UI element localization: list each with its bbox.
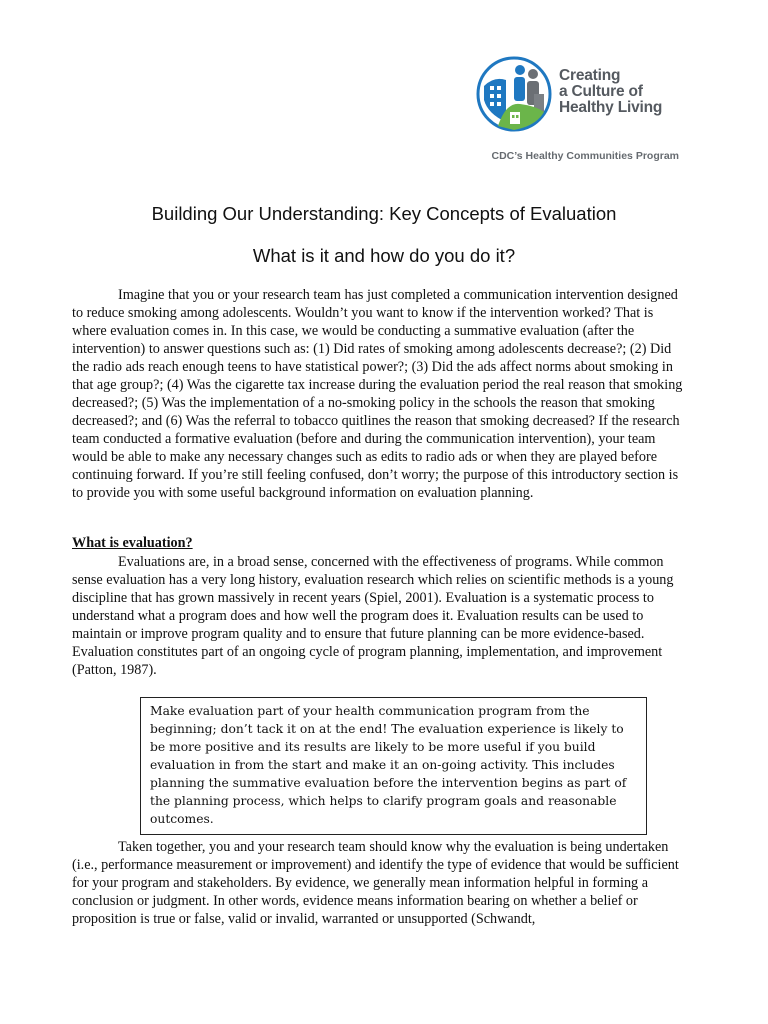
logo-wordmark xyxy=(559,68,662,116)
section-heading: What is evaluation? xyxy=(72,535,193,551)
program-name: CDC’s Healthy Communities Program xyxy=(491,150,679,162)
closing-paragraph: Taken together, you and your research team should know why the evaluation is being undertaken (i.e., performance measurement or improvement) and identify the type of evidence that would be sufficient for your program and stakeholders. By evidence, we generally mean information helpful in forming a conclusion or judgment. In other words, evidence means information bearing on whether a belief or proposition is true or false, valid or invalid, warranted or unsupported (Schwandt, xyxy=(72,839,679,927)
logo-line-1: Creating xyxy=(559,67,621,84)
callout-box: Make evaluation part of your health communication program from the beginning; don’t tack it on at the end! The evaluation experience is likely to be more positive and its results are likely to be more useful if you build evaluation in from the start and make it an on-going activity. This includes planning the summative evaluation before the intervention begins as part of the planning process, which helps to clarify program goals and reasonable outcomes. xyxy=(140,697,647,835)
intro-paragraph: Imagine that you or your research team has just completed a communication intervention designed to reduce smoking among adolescents. Wouldn’t you want to know if the intervention worked? That is where evaluation comes in. In this case, we would be conducting a summative evaluation (after the intervention) to answer questions such as: (1) Did rates of smoking among adolescents decrease?; (2) Did the radio ads reach enough teens to have statistical power?; (3) Did the ads affect norms about smoking in that age group?; (4) Was the cigarette tax increase during the evaluation period the real reason that smoking decreased?; (5) Was the implementation of a no-smoking policy in the schools the reason that smoking decreased?; and (6) Was the referral to tobacco quitlines the reason that smoking decreased? If the research team conducted a formative evaluation (before and during the communication intervention), your team would be able to make any necessary changes such as edits to radio ads or when they are played before continuing forward. If you’re still feeling confused, don’t worry; the purpose of this introductory section is to provide you with some useful background information on evaluation planning. xyxy=(72,287,683,501)
document-title: Building Our Understanding: Key Concepts of Evaluation xyxy=(151,203,617,224)
healthy-communities-logo-icon xyxy=(476,56,552,132)
logo-line-2: a Culture of xyxy=(559,83,643,100)
document-subtitle: What is it and how do you do it? xyxy=(252,245,516,266)
logo-line-3: Healthy Living xyxy=(559,99,663,116)
program-logo xyxy=(476,54,706,164)
section-paragraph: Evaluations are, in a broad sense, concerned with the effectiveness of programs. While common sense evaluation has a very long history, evaluation research which relies on scientific methods is a young discipline that has grown massively in recent years (Spiel, 2001). Evaluation is a systematic process to understand what a program does and how well the program does it. Evaluation results can be used to maintain or improve program quality and to ensure that future planning can be more evidence-based. Evaluation constitutes part of an ongoing cycle of program planning, implementation, and improvement (Patton, 1987). xyxy=(72,554,674,678)
